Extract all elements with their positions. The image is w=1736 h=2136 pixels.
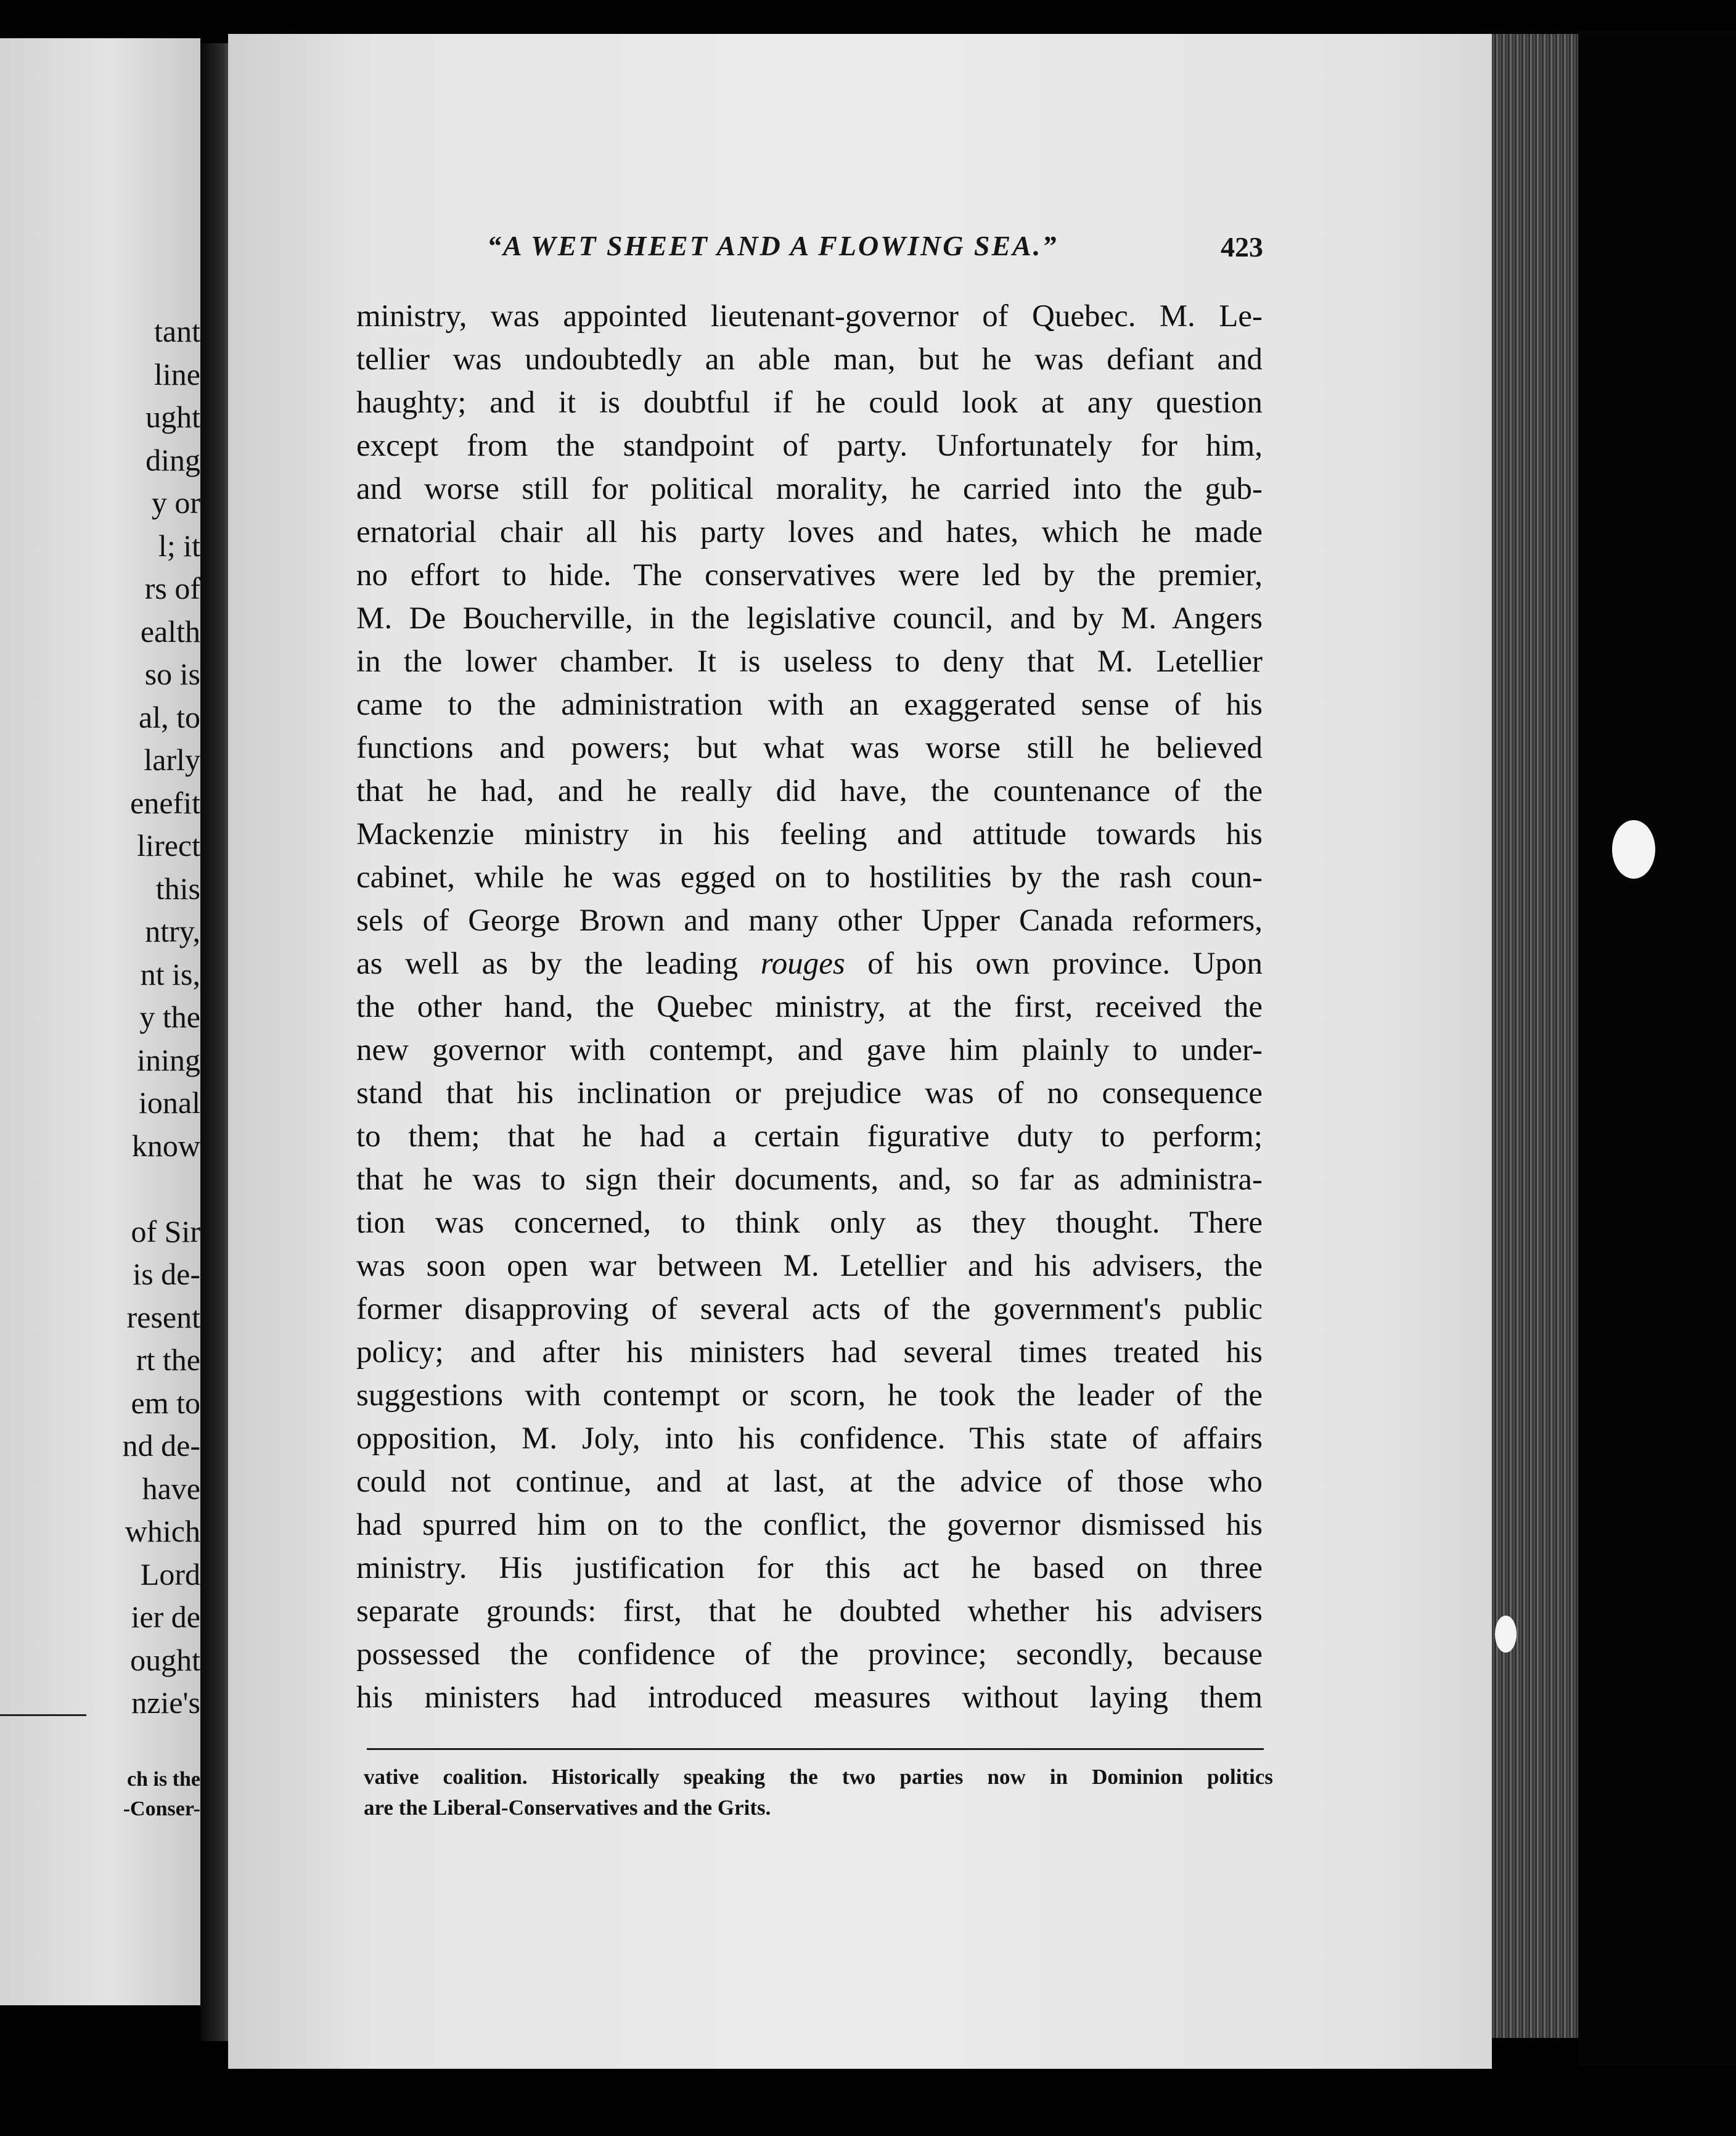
body-line [356,942,1263,985]
body-line: functions and powers; but what was worse still he believed [356,731,1263,765]
body-line: tion was concerned, to think only as they thought. There [356,1206,1263,1240]
body-line: stand that his inclination or prejudice was of no consequence [356,1076,1263,1111]
body-line: tellier was undoubtedly an able man, but he was defiant and [356,342,1263,377]
left-page-text-fragment: al, to [139,699,200,734]
left-page-text-fragment: of Sir [131,1214,200,1249]
left-page-text-fragment: rt the [136,1342,200,1377]
left-facing-page [0,38,200,2005]
left-page-text-fragment: this [155,871,200,906]
body-line: ministry. His justification for this act he based on three [356,1551,1263,1585]
left-page-text-fragment: ealth [140,614,200,649]
left-footnote-rule [0,1714,86,1716]
footnote-line: vative coalition. Historically speaking the two parties now in Dominion politics [364,1765,1273,1789]
body-line: no effort to hide. The conservatives were led by the premier, [356,558,1263,593]
body-line: except from the standpoint of party. Unfortunately for him, [356,429,1263,463]
footnote [364,1762,1273,1823]
body-line: Mackenzie ministry in his feeling and attitude towards his [356,817,1263,852]
paper-damage-spot [1612,820,1655,879]
body-line: opposition, M. Joly, into his confidence. This state of affairs [356,1421,1263,1456]
left-page-footnote-fragment: -Conser- [123,1797,200,1820]
body-line: former disapproving of several acts of the government's public [356,1292,1263,1326]
body-line: that he was to sign their documents, and, so far as administra- [356,1162,1263,1197]
body-line: separate grounds: first, that he doubted whether his advisers [356,1594,1263,1629]
body-line-segment: of his own province. Upon [845,947,1263,981]
running-title: “A WET SHEET AND A FLOWING SEA.” [487,230,1058,261]
left-page-text-fragment: ought [130,1642,200,1677]
body-line: haughty; and it is doubtful if he could look at any question [356,385,1263,420]
body-line: his ministers had introduced measures without laying them [356,1680,1263,1715]
left-page-text-fragment: ntry, [145,914,200,948]
body-line: M. De Boucherville, in the legislative council, and by M. Angers [356,601,1263,636]
body-line: that he had, and he really did have, the countenance of the [356,774,1263,808]
body-line: ministry, was appointed lieutenant-governor of Quebec. M. Le- [356,299,1263,334]
body-line: the other hand, the Quebec ministry, at the first, received the [356,990,1263,1024]
body-line: in the lower chamber. It is useless to deny that M. Letellier [356,644,1263,679]
page-edges [1492,34,1578,2038]
left-page-footnote-fragment: ch is the [127,1768,200,1791]
body-line: policy; and after his ministers had several times treated his [356,1335,1263,1370]
body-line: possessed the confidence of the province; secondly, because [356,1637,1263,1672]
left-page-text-fragment: nzie's [131,1685,200,1720]
body-line: sels of George Brown and many other Upper Canada reformers, [356,903,1263,938]
left-page-text-fragment: em to [131,1385,200,1420]
left-page-text-fragment: ught [145,400,200,434]
left-page-text-fragment: so is [144,657,200,691]
left-page-text-fragment: y or [151,485,200,520]
footnote-rule [367,1748,1264,1750]
body-line: ernatorial chair all his party loves and hates, which he made [356,515,1263,549]
page-number: 423 [1221,231,1263,263]
left-page-text-fragment: ining [137,1042,200,1077]
body-line: came to the administration with an exaggerated sense of his [356,688,1263,722]
left-page-text-fragment: ier de [131,1600,200,1634]
body-line: cabinet, while he was egged on to hostilities by the rash coun- [356,860,1263,895]
left-page-text-fragment: rs of [144,571,200,606]
body-line: new governor with contempt, and gave him plainly to under- [356,1033,1263,1067]
left-page-text-fragment: larly [144,742,200,777]
body-line: had spurred him on to the conflict, the governor dismissed his [356,1508,1263,1542]
left-page-text-fragment: Lord [140,1556,200,1592]
left-page-text-fragment: ional [139,1085,200,1120]
left-page-text-fragment: have [142,1471,200,1506]
left-page-text-fragment: nd de- [122,1428,200,1463]
left-page-text-fragment: l; it [158,528,200,563]
footnote-line: are the Liberal-Conservatives and the Grits. [364,1796,771,1820]
left-page-text-fragment: know [131,1128,200,1163]
body-line: and worse still for political morality, he carried into the gub- [356,472,1263,506]
left-page-text-fragment: lirect [137,828,200,863]
body-line: could not continue, and at last, at the advice of those who [356,1464,1263,1499]
body-line: suggestions with contempt or scorn, he took the leader of the [356,1378,1263,1413]
left-page-text-fragment: is de- [133,1257,200,1291]
left-page-text-fragment: y the [139,1000,200,1034]
body-line: was soon open war between M. Letellier and his advisers, the [356,1249,1263,1283]
left-page-text-fragment: nt is, [140,956,200,992]
body-line-segment: as well as by the leading [356,947,761,981]
left-page-text-fragment: ding [145,442,200,477]
body-line: to them; that he had a certain figurative duty to perform; [356,1119,1263,1154]
italic-word: rouges [760,947,845,981]
paper-damage-spot [1495,1616,1517,1653]
left-page-text-fragment: enefit [130,785,200,820]
body-text [356,295,1263,1719]
left-page-text-fragment: line [154,356,200,392]
background-edge [1578,31,1736,2066]
left-page-text-fragment: tant [154,314,200,348]
left-page-text-fragment: which [125,1514,200,1548]
left-page-text-fragment: resent [126,1299,200,1334]
